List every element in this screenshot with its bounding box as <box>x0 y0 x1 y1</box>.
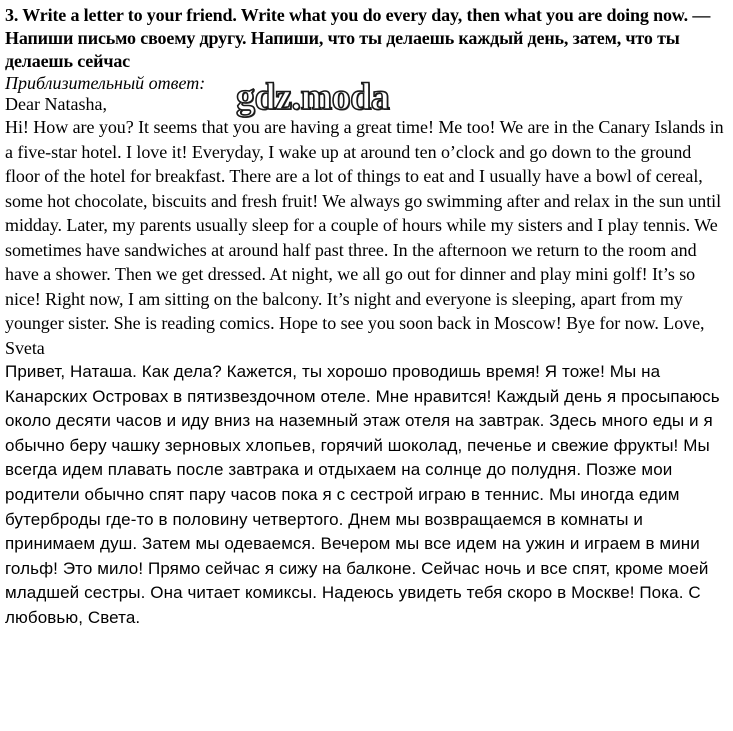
letter-body-russian: Привет, Наташа. Как дела? Кажется, ты хорошо проводишь время! Я тоже! Мы на Канарских Островах в пятизвездочном отеле. Мне нравится! Каждый день я просыпаюсь около десяти часов и иду вниз на наземный этаж отеля на завтрак. Здесь много еды и я обычно беру чашку зерновых хлопьев, горячий шоколад, печенье и свежие фрукты! Мы всегда идем плавать после завтрака и отдыхаем на солнце до полудня. Позже мои родители обычно спят пару часов пока я с сестрой играю в теннис. Мы иногда едим бутерброды где-то в половину четвертого. Днем мы возвращаемся в комнаты и принимаем душ. Затем мы одеваемся. Вечером мы все идем на ужин и играем в мини гольф! Это мило! Прямо сейчас я сижу на балконе. Сейчас ночь и все спят, кроме моей младшей сестры. Она читает комиксы. Надеюсь увидеть тебя скоро в Москве! Пока. С любовью, Света. <box>5 362 720 627</box>
letter-greeting: Dear Natasha, <box>5 94 107 114</box>
letter-body-english: Hi! How are you? It seems that you are having a great time! Me too! We are in the Canary Islands in a five-star hotel. I love it! Everyday, I wake up at around ten o’clock and go down to the ground floor of the hotel for breakfast. There are a lot of things to eat and I usually have a bowl of cereal, some hot chocolate, biscuits and fresh fruit! We always go swimming after and relax in the sun until midday. Later, my parents usually sleep for a couple of hours while my sisters and I play tennis. We sometimes have sandwiches at around half past three. In the afternoon we return to the room and have a shower. Then we get dressed. At night, we all go out for dinner and play mini golf! It’s so nice! Right now, I am sitting on the balcony. It’s night and everyone is sleeping, apart from my younger sister. She is reading comics. Hope to see you soon back in Moscow! Bye for now. Love, Sveta <box>5 117 724 358</box>
task-heading: 3. Write a letter to your friend. Write what you do every day, then what you are doing now. — Напиши письмо своему другу. Напиши, что ты делаешь каждый день, затем, что ты делаешь сейчас <box>5 5 711 71</box>
watermark-logo: gdz.moda <box>236 76 390 118</box>
answer-label: Приблизительный ответ: <box>5 73 206 93</box>
